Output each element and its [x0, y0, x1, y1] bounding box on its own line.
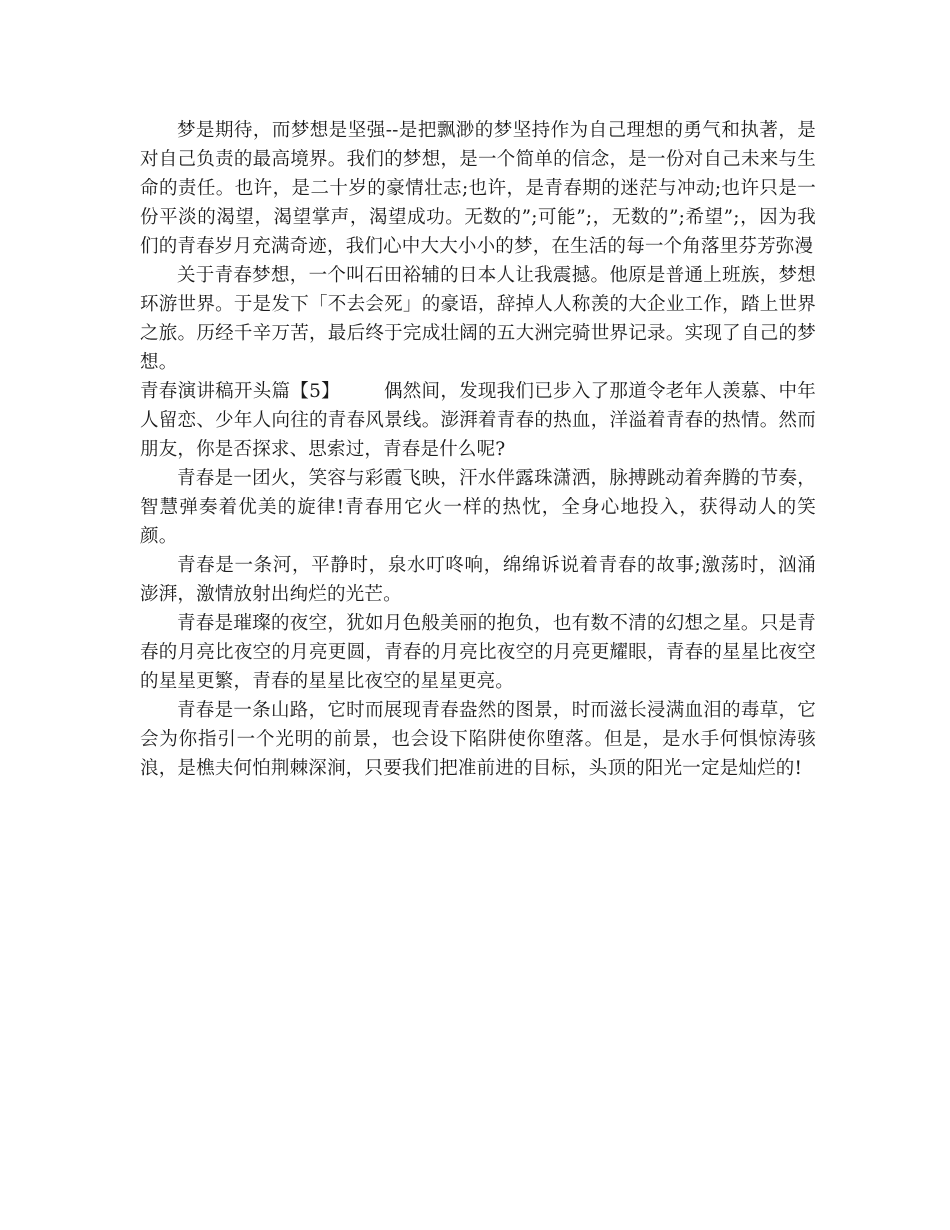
- paragraph-youth-river: 青春是一条河，平静时，泉水叮咚响，绵绵诉说着青春的故事;激荡时，汹涌澎湃，激情放射出绚烂的光芒。: [140, 555, 816, 605]
- document-body: [140, 116, 816, 783]
- paragraph-youth-mountain-road: 青春是一条山路，它时而展现青春盎然的图景，时而滋长浸满血泪的毒草，它会为你指引一个光明的前景，也会设下陷阱使你堕落。但是，是水手何惧惊涛骇浪，是樵夫何怕荆棘深涧，只要我们把准前进的目标，头顶的阳光一定是灿烂的!: [140, 700, 816, 779]
- section-heading: 青春演讲稿开头篇【5】: [140, 381, 340, 402]
- paragraph-ishida-story: 关于青春梦想，一个叫石田裕辅的日本人让我震撼。他原是普通上班族，梦想环游世界。于是发下「不去会死」的豪语，辞掉人人称羡的大企业工作，踏上世界之旅。历经千辛万苦，最后终于完成壮阔的五大洲完骑世界记录。实现了自己的梦想。: [140, 265, 816, 373]
- section-first-paragraph: 偶然间，发现我们已步入了那道令老年人羡慕、中年人留恋、少年人向往的青春风景线。澎湃着青春的热血，洋溢着青春的热情。然而朋友，你是否探求、思索过，青春是什么呢?: [140, 381, 816, 460]
- paragraph-youth-fire: 青春是一团火，笑容与彩霞飞映，汗水伴露珠潇洒，脉搏跳动着奔腾的节奏，智慧弹奏着优美的旋律!青春用它火一样的热忱，全身心地投入，获得动人的笑颜。: [140, 468, 816, 547]
- paragraph-youth-night-sky: 青春是璀璨的夜空，犹如月色般美丽的抱负，也有数不清的幻想之星。只是青春的月亮比夜空的月亮更圆，青春的月亮比夜空的月亮更耀眼，青春的星星比夜空的星星更繁，青春的星星比夜空的星星更亮。: [140, 613, 816, 692]
- paragraph-dream-definition: 梦是期待，而梦想是坚强--是把飘渺的梦坚持作为自己理想的勇气和执著，是对自己负责的最高境界。我们的梦想，是一个简单的信念，是一份对自己未来与生命的责任。也许，是二十岁的豪情壮志;也许，是青春期的迷茫与冲动;也许只是一份平淡的渴望，渴望掌声，渴望成功。无数的”;可能”;，无数的”;希望”;，因为我们的青春岁月充满奇迹，我们心中大大小小的梦，在生活的每一个角落里芬芳弥漫: [140, 120, 816, 257]
- section-block: [140, 377, 816, 464]
